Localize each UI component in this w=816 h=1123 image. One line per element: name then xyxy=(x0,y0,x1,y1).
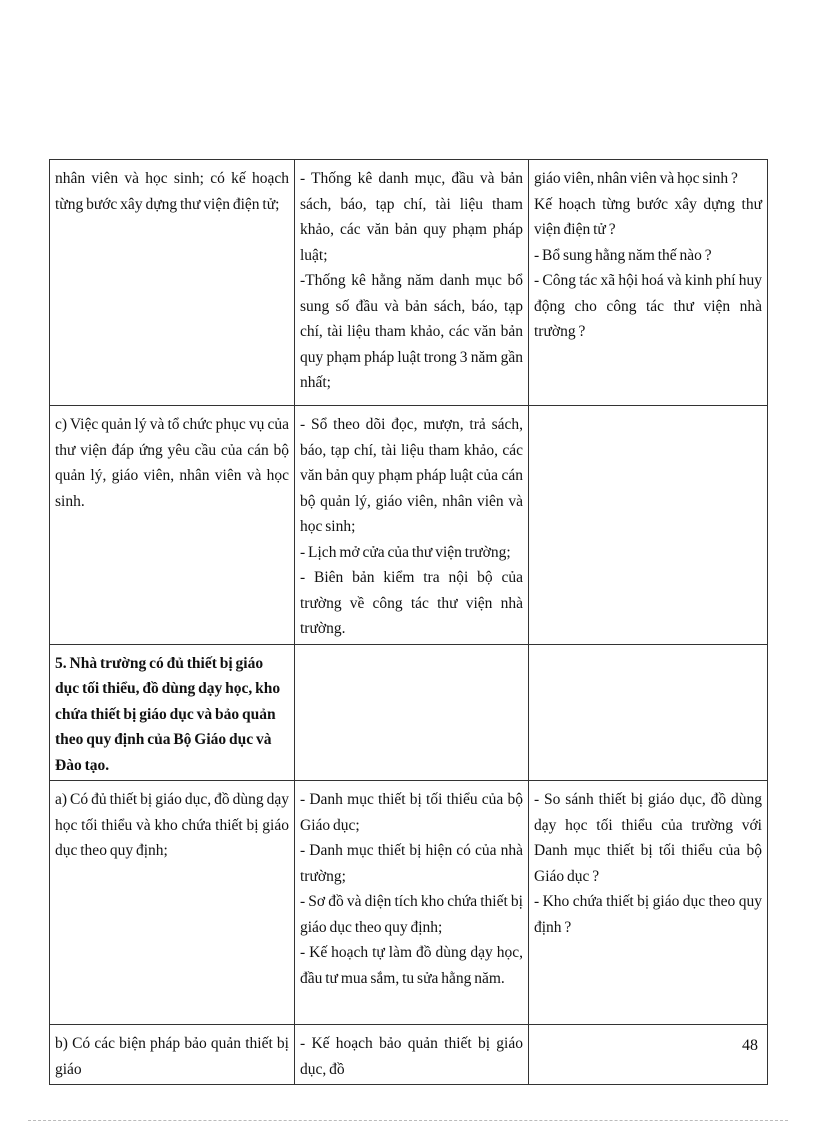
evidence-cell xyxy=(295,781,529,1025)
criterion-cell xyxy=(50,406,295,645)
question-cell xyxy=(529,644,768,781)
question-cell xyxy=(529,781,768,1025)
text-line: Kế hoạch từng bước xây dựng thư viện điện tử ? xyxy=(534,195,762,238)
text-line: - Kế hoạch bảo quản thiết bị giáo dục, đồ xyxy=(300,1035,523,1078)
evidence-cell xyxy=(295,406,529,645)
text-line: - Thống kê danh mục, đầu và bản sách, báo, tạp chí, tài liệu tham khảo, các văn bản quy phạm pháp luật; xyxy=(300,170,523,264)
table-row xyxy=(50,1025,768,1085)
page-number: 48 xyxy=(742,1037,758,1054)
text-line: c) Việc quản lý và tổ chức phục vụ của thư viện đáp ứng yêu cầu của cán bộ quản lý, giáo viên, nhân viên và học sinh. xyxy=(55,416,289,510)
text-line: - Bổ sung hằng năm thế nào ? xyxy=(534,246,712,264)
text-line: - Lịch mở cửa của thư viện trường; xyxy=(300,543,511,561)
text-line: - Sơ đồ và diện tích kho chứa thiết bị giáo dục theo quy định; xyxy=(300,893,523,936)
criterion-heading-cell xyxy=(50,644,295,781)
criterion-heading: 5. Nhà trường có đủ thiết bị giáo dục tối thiểu, đồ dùng dạy học, kho chứa thiết bị giáo dục và bảo quản theo quy định của Bộ Giáo dục và Đào tạo. xyxy=(55,654,281,774)
page-divider xyxy=(28,1120,788,1121)
text-line: - Công tác xã hội hoá và kinh phí huy động cho công tác thư viện nhà trường ? xyxy=(534,272,762,340)
text-line: giáo viên, nhân viên và học sinh ? xyxy=(534,170,738,187)
text-line: nhân viên và học sinh; có kế hoạch từng bước xây dựng thư viện điện tử; xyxy=(55,170,289,213)
text-line: - Danh mục thiết bị hiện có của nhà trường; xyxy=(300,842,523,885)
text-line: - Sổ theo dõi đọc, mượn, trả sách, báo, tạp chí, tài liệu tham khảo, các văn bản quy phạm pháp luật của cán bộ quản lý, giáo viên, nhân viên và học sinh; xyxy=(300,416,523,535)
question-cell xyxy=(529,160,768,406)
table-row xyxy=(50,644,768,781)
question-cell xyxy=(529,1025,768,1085)
text-line: -Thống kê hằng năm danh mục bổ sung số đầu và bản sách, báo, tạp chí, tài liệu tham khảo, các văn bản quy phạm pháp luật trong 3 năm gần nhất; xyxy=(300,272,523,391)
criterion-cell xyxy=(50,160,295,406)
text-line: b) Có các biện pháp bảo quản thiết bị giáo xyxy=(55,1035,289,1078)
table-row xyxy=(50,406,768,645)
text-line: - Kho chứa thiết bị giáo dục theo quy định ? xyxy=(534,893,762,936)
evidence-cell xyxy=(295,644,529,781)
evidence-cell xyxy=(295,160,529,406)
text-line: - So sánh thiết bị giáo dục, đồ dùng dạy học tối thiểu của trường với Danh mục thiết bị tối thiểu của bộ Giáo dục ? xyxy=(534,791,762,885)
text-line: - Kế hoạch tự làm đồ dùng dạy học, đầu tư mua sắm, tu sửa hằng năm. xyxy=(300,944,523,987)
text-line: - Danh mục thiết bị tối thiểu của bộ Giáo dục; xyxy=(300,791,523,834)
text-line: - Biên bản kiểm tra nội bộ của trường về công tác thư viện nhà trường. xyxy=(300,569,523,637)
question-cell xyxy=(529,406,768,645)
table-row xyxy=(50,781,768,1025)
criteria-table xyxy=(49,159,768,1085)
text-line: a) Có đủ thiết bị giáo dục, đồ dùng dạy học tối thiểu và kho chứa thiết bị giáo dục theo quy định; xyxy=(55,791,289,859)
criterion-cell xyxy=(50,781,295,1025)
criterion-cell xyxy=(50,1025,295,1085)
table-row xyxy=(50,160,768,406)
evidence-cell xyxy=(295,1025,529,1085)
